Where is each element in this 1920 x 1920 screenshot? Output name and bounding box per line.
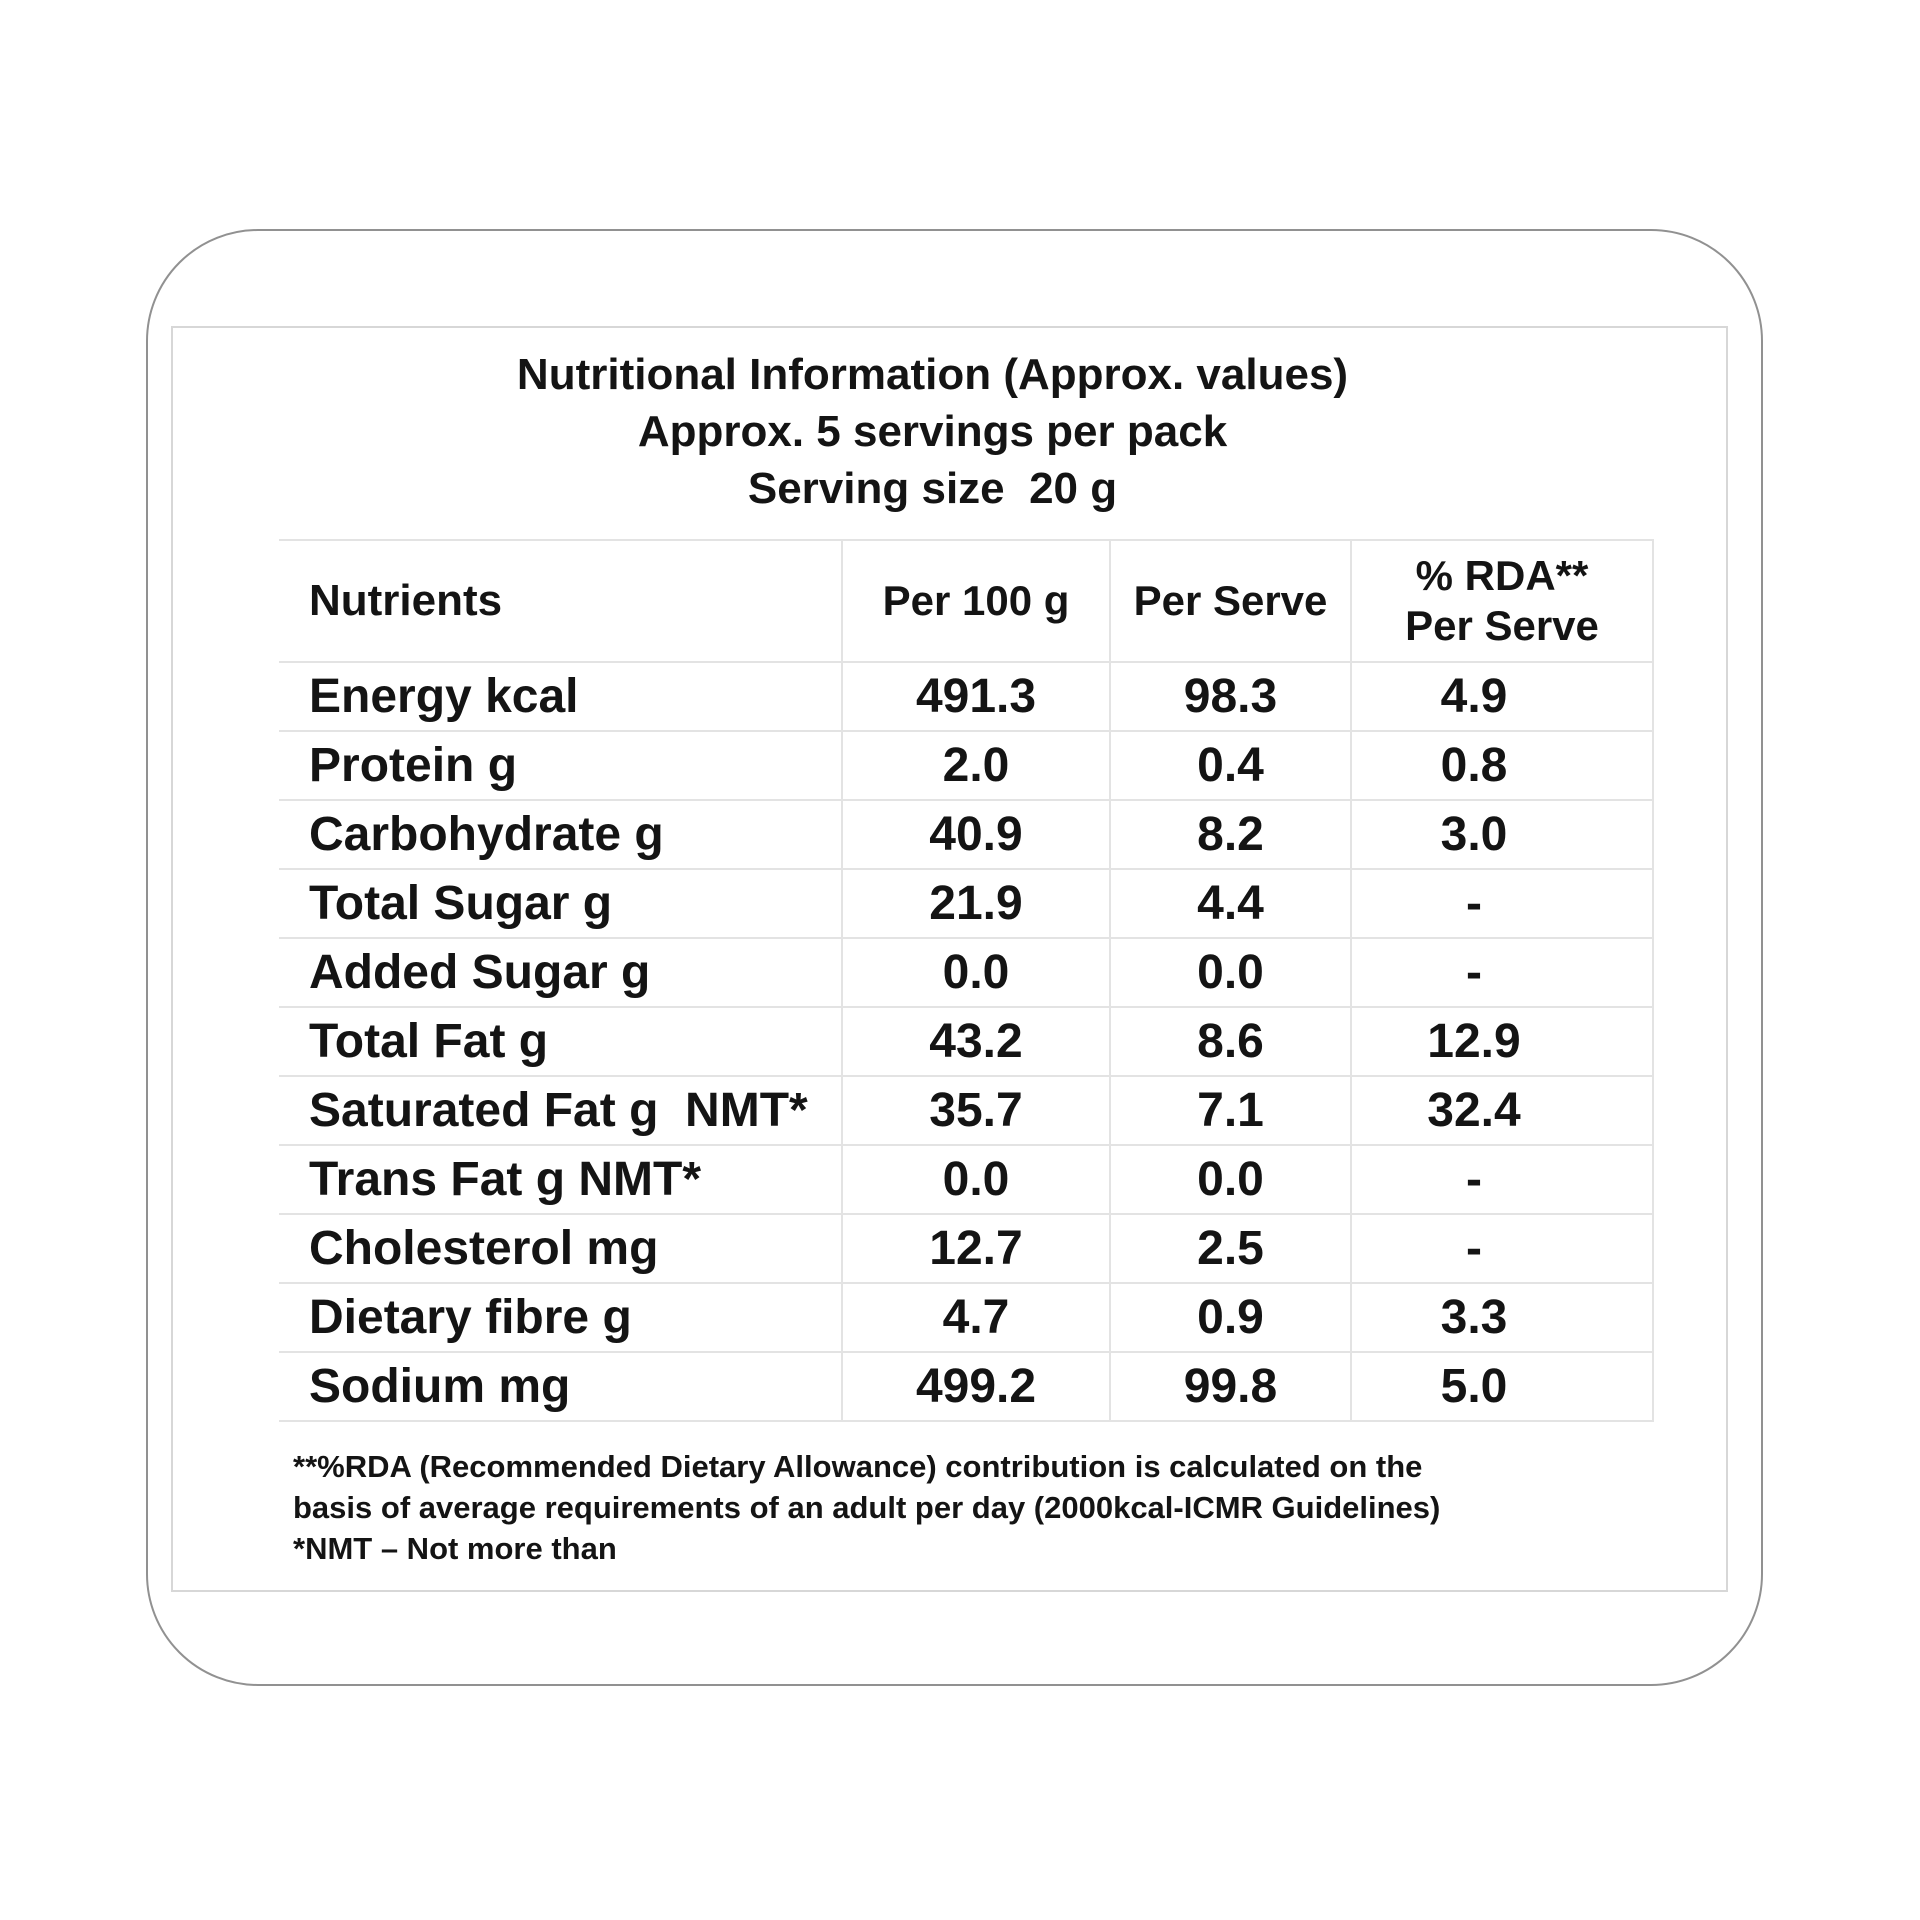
rda-cell: - [1351,869,1653,938]
nutrient-cell: Sodium mg [279,1352,842,1421]
nutrient-cell: Trans Fat g NMT* [279,1145,842,1214]
per-serve-cell: 7.1 [1110,1076,1351,1145]
per-serve-cell: 2.5 [1110,1214,1351,1283]
panel-title: Nutritional Information (Approx. values) [516,350,1349,399]
rda-cell: - [1351,1214,1653,1283]
per-serve-cell: 98.3 [1110,662,1351,731]
title-block [173,346,1692,517]
per-100g-cell: 40.9 [842,800,1110,869]
footnote-rda-line2: basis of average requirements of an adult per day (2000kcal-ICMR Guidelines) [293,1490,1441,1525]
per-100g-cell: 499.2 [842,1352,1110,1421]
nutrition-table [279,539,1654,1422]
rda-cell: 3.3 [1351,1283,1653,1352]
table-header-row [279,540,1653,662]
nutrient-cell: Carbohydrate g [279,800,842,869]
table-row [279,869,1653,938]
footnote-block [293,1446,1440,1569]
per-serve-cell: 0.0 [1110,1145,1351,1214]
footnote-rda-line1: **%RDA (Recommended Dietary Allowance) contribution is calculated on the [293,1449,1423,1484]
nutrient-cell: Added Sugar g [279,938,842,1007]
rda-cell: - [1351,1145,1653,1214]
per-serve-cell: 8.2 [1110,800,1351,869]
table-row [279,1214,1653,1283]
nutrient-cell: Dietary fibre g [279,1283,842,1352]
col-header-per-serve: Per Serve [1110,540,1351,662]
nutrition-panel [171,326,1728,1592]
table-row [279,800,1653,869]
table-row [279,938,1653,1007]
per-100g-cell: 4.7 [842,1283,1110,1352]
table-row [279,1076,1653,1145]
rda-cell: 32.4 [1351,1076,1653,1145]
col-header-nutrients: Nutrients [279,540,842,662]
nutrient-cell: Protein g [279,731,842,800]
per-100g-cell: 21.9 [842,869,1110,938]
table-row [279,1283,1653,1352]
per-serve-cell: 4.4 [1110,869,1351,938]
rda-header-line2: Per Serve [1405,602,1599,649]
per-100g-cell: 12.7 [842,1214,1110,1283]
serving-size-line: Serving size 20 g [747,464,1118,513]
table-head [279,540,1653,662]
nutrient-cell: Cholesterol mg [279,1214,842,1283]
table-row [279,1145,1653,1214]
per-serve-cell: 0.9 [1110,1283,1351,1352]
rda-cell: 0.8 [1351,731,1653,800]
rda-cell: 4.9 [1351,662,1653,731]
rda-cell: 12.9 [1351,1007,1653,1076]
per-serve-cell: 0.4 [1110,731,1351,800]
nutrient-cell: Total Sugar g [279,869,842,938]
footnote-nmt: *NMT – Not more than [293,1531,617,1566]
per-100g-cell: 43.2 [842,1007,1110,1076]
per-100g-cell: 0.0 [842,938,1110,1007]
nutrient-cell: Total Fat g [279,1007,842,1076]
rda-cell: 3.0 [1351,800,1653,869]
nutrient-cell: Saturated Fat g NMT* [279,1076,842,1145]
table-body [279,662,1653,1421]
rda-cell: 5.0 [1351,1352,1653,1421]
rda-cell: - [1351,938,1653,1007]
per-100g-cell: 0.0 [842,1145,1110,1214]
table-row [279,662,1653,731]
col-header-rda-per-serve [1351,540,1653,662]
col-header-per-100g: Per 100 g [842,540,1110,662]
per-serve-cell: 99.8 [1110,1352,1351,1421]
per-100g-cell: 2.0 [842,731,1110,800]
per-serve-cell: 0.0 [1110,938,1351,1007]
per-100g-cell: 491.3 [842,662,1110,731]
per-100g-cell: 35.7 [842,1076,1110,1145]
per-serve-cell: 8.6 [1110,1007,1351,1076]
table-row [279,1007,1653,1076]
table-row [279,731,1653,800]
rda-header-line1: % RDA** [1415,552,1589,599]
nutrient-cell: Energy kcal [279,662,842,731]
table-row [279,1352,1653,1421]
servings-per-pack-line: Approx. 5 servings per pack [637,407,1228,456]
